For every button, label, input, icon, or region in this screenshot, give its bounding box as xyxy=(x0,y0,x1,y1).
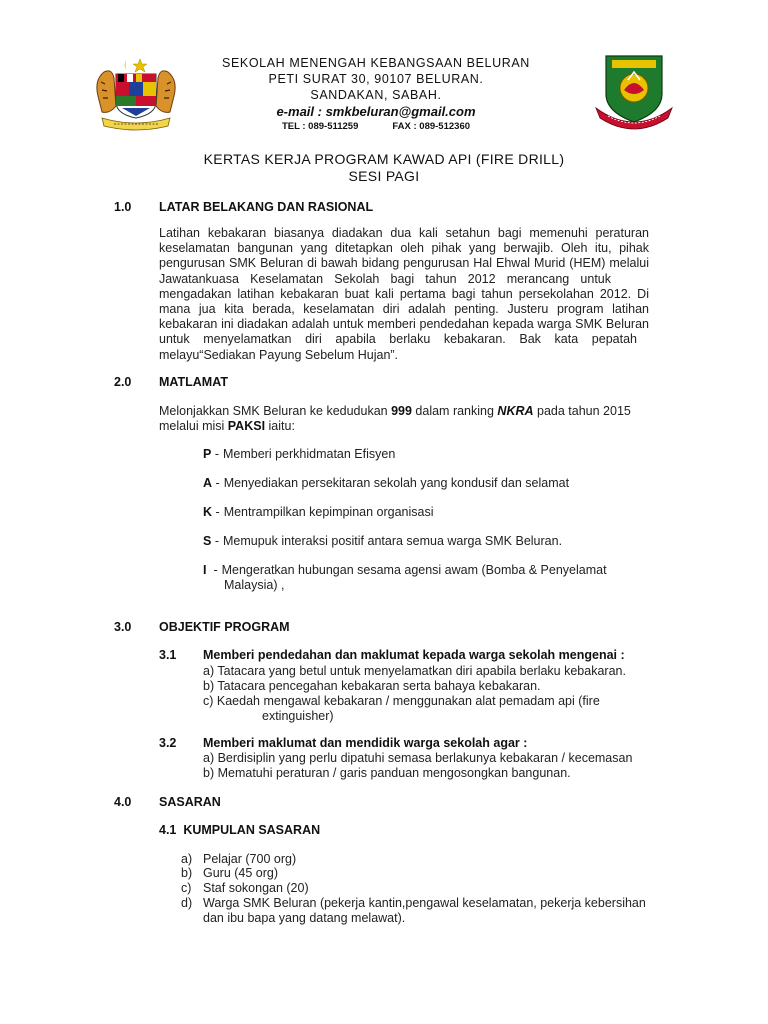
subsection-4-1-heading: 4.1 KUMPULAN SASARAN xyxy=(159,823,321,837)
paksi-text: Menyediakan persekitaran sekolah yang kondusif dan selamat xyxy=(223,476,570,490)
school-address-line-2: SANDAKAN, SABAH. xyxy=(310,88,442,102)
intro-text: dalam ranking xyxy=(411,404,498,418)
section-1-body xyxy=(159,226,649,363)
section-1-line: kebakaran ini diadakan adalah untuk memberi pendedahan kepada warga SMK Beluran xyxy=(159,317,649,332)
intro-text: iaitu: xyxy=(265,419,295,434)
intro-text: melalui misi xyxy=(159,419,228,434)
target-text: Pelajar (700 org) xyxy=(203,852,297,866)
target-text: Staf sokongan (20) xyxy=(203,881,309,895)
target-letter: b) xyxy=(181,866,193,880)
paksi-dash: - xyxy=(213,563,218,577)
paksi-dash: - xyxy=(215,476,220,490)
section-1-line: pengurusan SMK Beluran di bawah bidang pengurusan Hal Ehwal Murid (HEM) melalui xyxy=(159,256,649,271)
subsection-3-2-heading: Memberi maklumat dan mendidik warga sekolah agar : xyxy=(203,736,528,750)
paksi-text: Memberi perkhidmatan Efisyen xyxy=(223,447,396,461)
paksi-letter: S xyxy=(203,534,212,548)
paksi-letter: K xyxy=(203,505,213,519)
section-1-line: keselamatan bangunan yang ditetapkan oleh pihak yang berwajib. Oleh itu, pihak xyxy=(159,241,649,256)
school-contact xyxy=(200,120,552,134)
subsection-3-1-heading: Memberi pendedahan dan maklumat kepada warga sekolah mengenai : xyxy=(203,648,625,662)
school-tel: TEL : 089-511259 xyxy=(281,121,359,132)
school-address-line-1: PETI SURAT 30, 90107 BELURAN. xyxy=(268,72,484,86)
section-1-line: mana jua kita berada, keselamatan diri adalah penting. Justeru program latihan xyxy=(159,302,649,317)
paksi-item xyxy=(203,447,395,462)
section-4-heading: SASARAN xyxy=(159,795,221,809)
target-text-continuation: dan ibu bapa yang datang melawat). xyxy=(203,911,406,925)
section-1-number: 1.0 xyxy=(114,200,132,214)
paksi-item xyxy=(203,476,569,491)
paksi-dash: - xyxy=(214,534,219,548)
section-3-number: 3.0 xyxy=(114,620,132,634)
paksi-item-continuation: Malaysia) , xyxy=(224,578,285,592)
objective-item-continuation: extinguisher) xyxy=(262,709,334,723)
school-letterhead xyxy=(200,55,552,134)
section-3-heading: OBJEKTIF PROGRAM xyxy=(159,620,290,634)
section-2-heading: MATLAMAT xyxy=(159,375,228,389)
paksi-item xyxy=(203,563,607,578)
paksi-dash: - xyxy=(215,505,220,519)
paksi-letter: P xyxy=(203,447,212,461)
intro-text: Melonjakkan SMK Beluran ke kedudukan xyxy=(159,404,392,418)
malaysia-coat-of-arms-icon xyxy=(92,56,180,134)
target-letter: d) xyxy=(181,896,193,910)
subsection-3-1-number: 3.1 xyxy=(159,648,177,662)
section-1-line: Latihan kebakaran biasanya diadakan dua kali setahun bagi memenuhi peraturan xyxy=(159,226,649,240)
school-email: e-mail : smkbeluran@gmail.com xyxy=(276,104,476,119)
paksi-text: Mentrampilkan kepimpinan organisasi xyxy=(223,505,434,519)
school-name: SEKOLAH MENENGAH KEBANGSAAN BELURAN xyxy=(222,56,530,70)
objective-item: a) Tatacara yang betul untuk menyelamatkan diri apabila berlaku kebakaran. xyxy=(203,664,626,678)
section-1-heading: LATAR BELAKANG DAN RASIONAL xyxy=(159,200,374,214)
school-badge-icon xyxy=(592,50,676,132)
target-text: Guru (45 org) xyxy=(203,866,279,880)
subsection-3-2-number: 3.2 xyxy=(159,736,177,750)
section-1-line: melayu“Sediakan Payung Sebelum Hujan”. xyxy=(159,347,399,362)
objective-item: c) Kaedah mengawal kebakaran / menggunakan alat pemadam api (fire xyxy=(203,694,600,708)
paksi-text: Memupuk interaksi positif antara semua warga SMK Beluran. xyxy=(223,534,563,548)
document-title: KERTAS KERJA PROGRAM KAWAD API (FIRE DRILL) xyxy=(203,151,565,167)
target-letter: a) xyxy=(181,852,193,866)
intro-text: pada tahun 2015 xyxy=(533,404,631,418)
section-1-line: mengadakan latihan kebakaran buat kali pertama bagi tahun persekolahan 2012. Di xyxy=(159,286,649,301)
objective-item: b) Mematuhi peraturan / garis panduan mengosongkan bangunan. xyxy=(203,766,571,780)
section-2-intro-line-1 xyxy=(159,404,631,419)
school-fax: FAX : 089-512360 xyxy=(392,121,471,132)
paksi-dash: - xyxy=(214,447,219,461)
section-4-number: 4.0 xyxy=(114,795,132,809)
section-2-number: 2.0 xyxy=(114,375,132,389)
objective-item: b) Tatacara pencegahan kebakaran serta bahaya kebakaran. xyxy=(203,679,541,693)
paksi-letter: A xyxy=(203,476,213,490)
document-subtitle: SESI PAGI xyxy=(348,168,420,184)
target-text: Warga SMK Beluran (pekerja kantin,pengawal keselamatan, pekerja kebersihan xyxy=(203,896,646,910)
section-2-intro xyxy=(159,404,631,434)
paksi-text: Mengeratkan hubungan sesama agensi awam (Bomba & Penyelamat xyxy=(221,563,607,577)
paksi-letter: I xyxy=(203,563,207,577)
nkra-label: NKRA xyxy=(497,404,534,418)
rank-value: 999 xyxy=(391,404,412,418)
section-1-line: untuk menyelamatkan diri apabila berlaku kebakaran. Bak kata pepatah xyxy=(159,332,637,347)
paksi-item xyxy=(203,534,562,549)
section-2-intro-line-2 xyxy=(159,419,631,434)
target-letter: c) xyxy=(181,881,192,895)
paksi-label: PAKSI xyxy=(227,419,266,434)
objective-item: a) Berdisiplin yang perlu dipatuhi semasa berlakunya kebakaran / kecemasan xyxy=(203,751,633,765)
paksi-item xyxy=(203,505,434,520)
section-1-line: Jawatankuasa Keselamatan Sekolah bagi tahun 2012 merancang untuk xyxy=(159,271,611,286)
